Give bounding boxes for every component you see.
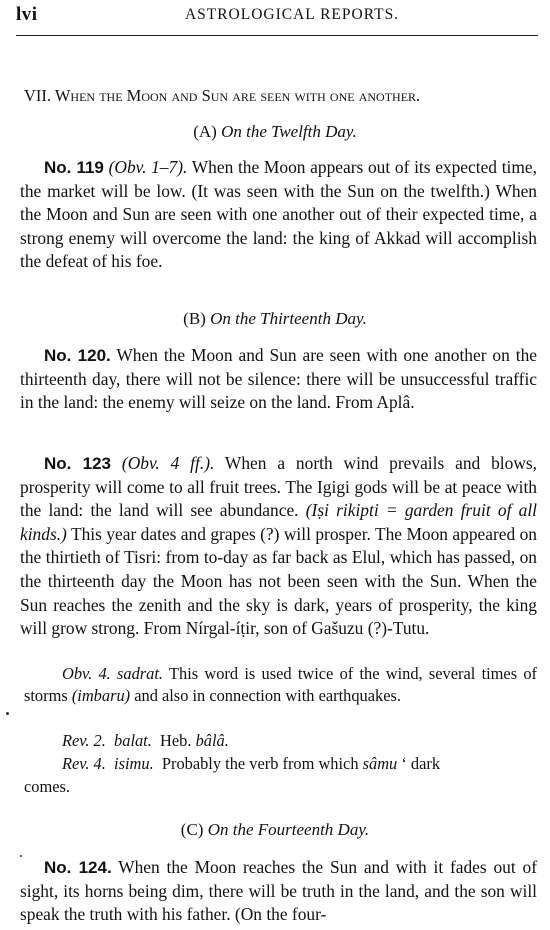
entry-text: When the Moon and Sun are seen with one another on the thirteenth day, there will not be silence: there will be unsuccessful traffic in the land: the enemy will seize on the land. From Aplâ. — [20, 345, 537, 413]
running-head: ASTROLOGICAL REPORTS. — [184, 6, 400, 23]
subheading-title: On the Twelfth Day. — [221, 122, 357, 141]
subheading-title: On the Fourteenth Day. — [207, 820, 370, 839]
note-reference: Rev. 4. — [62, 754, 106, 773]
page-header — [16, 4, 538, 26]
note-reference: Rev. 2. — [62, 731, 106, 750]
entry-number: No. 124. — [44, 858, 112, 877]
entry-120 — [20, 344, 537, 415]
scan-speck — [6, 712, 9, 715]
subheading-letter: (C) — [180, 820, 204, 839]
entry-text: When the Moon appears out of its expected time, the market will be low. (It was seen with the Sun on the twelfth.) When the Moon and Sun are seen with one another out of their expected time, a strong enemy will overcome the land: the king of Akkad will accomplish the defeat of his foe. — [20, 157, 537, 272]
note-rev-4-continued: comes. — [24, 777, 70, 796]
note-text: Heb. — [160, 731, 192, 750]
note-word: isimu. — [114, 754, 154, 773]
entry-reference: (Obv. 4 ff.). — [121, 453, 215, 473]
subheading-twelfth-day — [0, 122, 550, 142]
page-number: lvi — [16, 4, 38, 25]
entry-text-continued: This year dates and grapes (?) will prosper. The Moon appeared on the thirtieth of Tisri: from to-day as far back as Elul, which has passed, on the thirteenth day the Moon has not been seen with the Sun. When the Sun reaches the zenith and the sky is dark, years of prosperity, the king will grow strong. From Nírgal-íṭir, son of Gašuzu (?)-Tutu. — [20, 523, 537, 639]
note-rev-2 — [62, 731, 229, 751]
note-text: ‘ dark — [401, 754, 441, 773]
entry-reference: (Obv. 1–7). — [108, 157, 188, 177]
scan-speck — [20, 855, 22, 857]
note-word: sadrat. — [117, 664, 164, 683]
note-word: bâlâ. — [195, 731, 229, 750]
entry-123 — [20, 452, 537, 641]
header-rule — [16, 35, 538, 36]
note-text: This word is used twice of the wind, several times of storms — [24, 664, 537, 705]
subheading-letter: (A) — [193, 122, 217, 141]
note-word: balat. — [114, 731, 152, 750]
subheading-thirteenth-day — [0, 309, 550, 329]
entry-text: When the Moon reaches the Sun and with it fades out of sight, its horns being dim, there will be truth in the land, and the son will speak the truth with his father. (On the four- — [20, 857, 538, 925]
section-title: VII. When the Moon and Sun are seen with one another. — [24, 86, 421, 105]
entry-number: No. 120. — [44, 346, 111, 365]
entry-gloss: (Iṣi rikipti = garden fruit of all kinds.) — [20, 500, 537, 544]
note-obv-4 — [24, 663, 537, 706]
note-word: (imbaru) — [71, 685, 131, 705]
subheading-title: On the Thirteenth Day. — [210, 309, 367, 328]
subheading-fourteenth-day — [0, 820, 550, 840]
note-reference: Obv. 4. — [62, 664, 111, 683]
entry-number: No. 123 — [44, 454, 112, 473]
entry-119 — [20, 156, 537, 274]
note-word: sâmu — [362, 754, 398, 773]
note-text: Probably the verb from which — [161, 754, 359, 773]
entry-124 — [20, 856, 537, 927]
note-text: and also in connection with earthquakes. — [134, 685, 401, 705]
subheading-letter: (B) — [183, 309, 206, 328]
entry-text: When a north wind prevails and blows, prosperity will come to all fruit trees. The Igigi gods will be at peace with the land: the land will see abundance. — [20, 453, 537, 521]
entry-number: No. 119 — [44, 158, 104, 177]
note-rev-4 — [62, 754, 440, 774]
